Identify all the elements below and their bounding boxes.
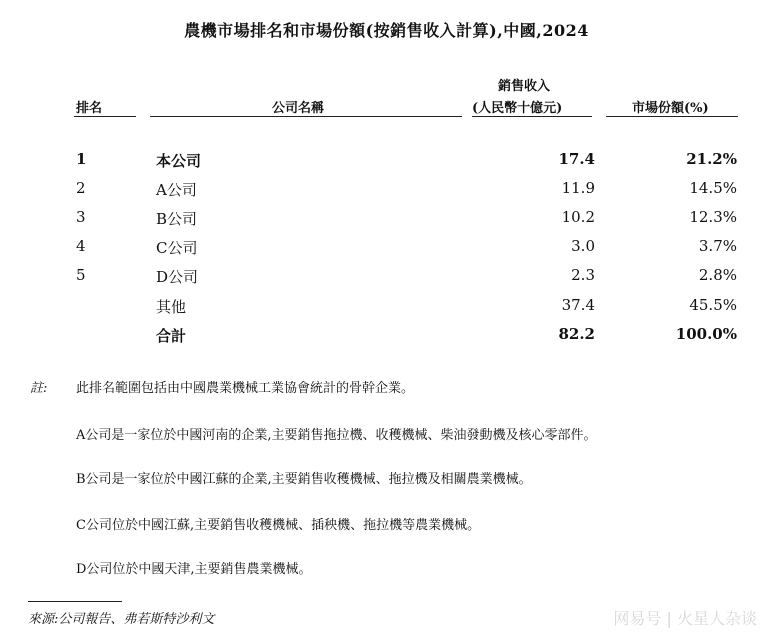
- header-rule-company: [150, 116, 462, 117]
- share-cell: 45.5%: [689, 296, 737, 314]
- header-rule-rank: [74, 116, 136, 117]
- share-cell: 3.7%: [698, 237, 737, 255]
- table-title: 農機市場排名和市場份額(按銷售收入計算),中國,2024: [184, 21, 589, 40]
- sales-cell: 2.3: [571, 266, 595, 284]
- share-cell: 12.3%: [689, 208, 737, 226]
- company-cell: 合計: [156, 327, 187, 345]
- company-cell: B公司: [156, 210, 198, 228]
- rank-cell: 2: [76, 179, 86, 197]
- note-item: D公司位於中國天津,主要銷售農業機械。: [76, 562, 312, 577]
- company-cell: C公司: [156, 239, 198, 257]
- company-cell: D公司: [156, 268, 199, 286]
- rank-cell: 3: [76, 208, 86, 226]
- table-row: [0, 179, 773, 205]
- note-item: B公司是一家位於中國江蘇的企業,主要銷售收穫機械、拖拉機及相關農業機械。: [76, 472, 532, 487]
- note-item: A公司是一家位於中國河南的企業,主要銷售拖拉機、收穫機械、柴油發動機及核心零部件。: [76, 428, 597, 443]
- source-text: 來源:公司報告、弗若斯特沙利文: [28, 612, 215, 627]
- table-row: [0, 237, 773, 263]
- company-cell: 其他: [156, 298, 187, 316]
- notes-label: 註:: [30, 381, 48, 396]
- rank-cell: 5: [76, 266, 86, 284]
- header-sales-line1: 銷售收入: [498, 79, 551, 94]
- rank-cell: 4: [76, 237, 86, 255]
- header-rule-sales: [472, 116, 592, 117]
- rank-cell: 1: [76, 150, 87, 168]
- note-item: 此排名範圍包括由中國農業機械工業協會統計的骨幹企業。: [76, 381, 415, 396]
- share-cell: 2.8%: [698, 266, 737, 284]
- company-cell: A公司: [156, 181, 197, 199]
- table-row: [0, 296, 773, 322]
- share-cell: 21.2%: [686, 150, 737, 168]
- watermark: 网易号 | 火星人杂谈: [613, 609, 757, 628]
- table-row: [0, 150, 773, 176]
- sales-cell: 17.4: [558, 150, 595, 168]
- header-company: 公司名稱: [272, 101, 325, 116]
- sales-cell: 3.0: [571, 237, 595, 255]
- table-row: [0, 208, 773, 234]
- share-cell: 14.5%: [689, 179, 737, 197]
- header-share: 市場份額(%): [632, 101, 709, 116]
- table-row: [0, 266, 773, 292]
- header-rule-share: [606, 116, 738, 117]
- sales-cell: 37.4: [561, 296, 595, 314]
- sales-cell: 10.2: [561, 208, 595, 226]
- note-item: C公司位於中國江蘇,主要銷售收穫機械、插秧機、拖拉機等農業機械。: [76, 518, 481, 533]
- company-cell: 本公司: [156, 152, 202, 170]
- share-cell: 100.0%: [675, 325, 737, 343]
- source-rule: [28, 601, 122, 602]
- sales-cell: 82.2: [558, 325, 595, 343]
- table-row-total: [0, 325, 773, 351]
- sales-cell: 11.9: [561, 179, 595, 197]
- header-rank: 排名: [76, 101, 103, 116]
- header-sales-line2: (人民幣十億元): [472, 101, 563, 116]
